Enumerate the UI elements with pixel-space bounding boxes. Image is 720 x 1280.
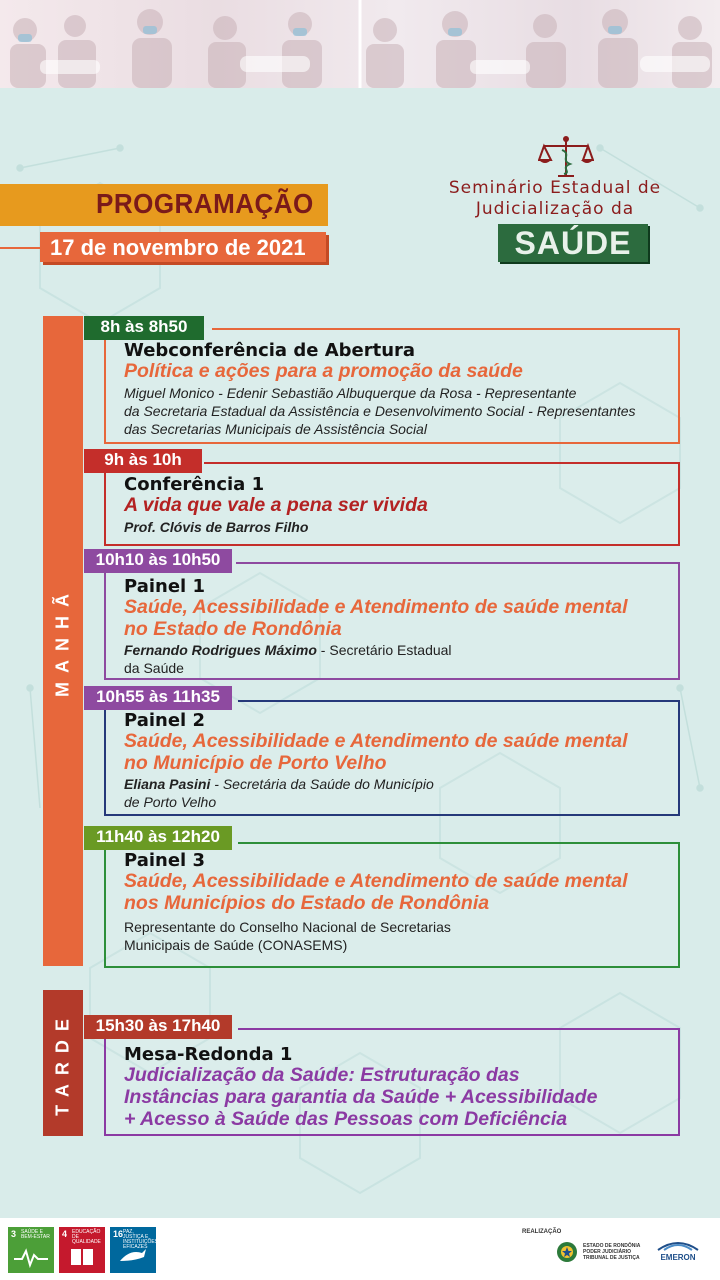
subtitle-line: nos Municípios do Estado de Rondônia [124,892,490,914]
time-tag [84,1015,232,1039]
time-tag [84,826,232,850]
sdg-text: PAZ, JUSTIÇA E INSTITUIÇÕES EFICAZES [123,1229,159,1250]
tj-ro-label [583,1243,643,1261]
programacao-banner [0,184,328,226]
desc-line: das Secretarias Municipais de Assistência Social [124,421,427,437]
subtitle-line: Judicialização da Saúde: Estruturação das [124,1064,520,1086]
sdg-text: EDUCAÇÃO DE QUALIDADE [72,1229,101,1245]
period-morning [43,316,83,966]
time-tag [84,449,202,473]
tj-line: TRIBUNAL DE JUSTIÇA [583,1255,640,1261]
emeron-text: EMERON [660,1253,696,1262]
session-card [104,328,680,444]
event-name-line1: Seminário Estadual de [448,178,662,198]
speaker-role-cont: de Porto Velho [124,794,217,810]
subtitle-line: no Município de Porto Velho [124,752,387,774]
emeron-logo [650,1236,706,1276]
photo-banner [0,0,720,88]
session-time: 15h30 às 17h40 [95,1016,221,1035]
sdg-number: 16 [113,1229,124,1239]
session-time: 10h55 às 11h35 [96,687,220,706]
desc-line: Municipais de Saúde (CONASEMS) [124,937,348,953]
time-tag [84,549,232,573]
subtitle-line: Saúde, Acessibilidade e Atendimento de saúde mental [124,730,628,752]
dove-gavel-icon [110,1227,159,1273]
session-subtitle: Política e ações para a promoção da saúde [124,360,523,382]
subtitle-line: + Acesso à Saúde das Pessoas com Deficiência [124,1108,568,1130]
period-afternoon-label: TARDE [52,1010,73,1116]
card-top-border [238,1028,680,1030]
emeron-wave-icon [650,1236,706,1252]
rondonia-coat-of-arms-icon [555,1238,579,1268]
card-top-border [238,700,680,702]
event-name [440,178,670,220]
session-description [124,384,636,438]
event-date: 17 de novembro de 2021 [50,235,306,260]
session-speaker: Prof. Clóvis de Barros Filho [124,519,309,535]
session-card [104,842,680,968]
session-card [104,462,680,546]
session-time: 11h40 às 12h20 [96,827,220,846]
card-top-border [238,842,680,844]
scales-caduceus-icon [538,134,594,180]
period-afternoon [43,990,83,1136]
sdg-number: 3 [11,1229,17,1239]
sdg-3-badge [8,1227,54,1273]
session-subtitle [124,596,628,640]
desc-line: Miguel Monico - Edenir Sebastião Albuquerque da Rosa - Representante [124,385,577,401]
desc-line: Representante do Conselho Nacional de Secretarias [124,919,451,935]
card-top-border [212,328,680,330]
session-description [124,775,434,811]
heartbeat-icon [8,1227,54,1273]
speaker-role-cont: da Saúde [124,660,184,676]
sdg-16-badge [110,1227,159,1273]
session-time: 8h às 8h50 [100,317,188,336]
session-title: Webconferência de Abertura [124,340,416,361]
session-card [104,1028,680,1136]
speaker-name: Eliana Pasini [124,776,211,792]
speaker-name: Fernando Rodrigues Máximo [124,642,317,658]
session-time: 10h10 às 10h50 [95,550,221,569]
tj-line: ESTADO DE RONDÔNIA [583,1243,641,1249]
card-top-border [204,462,680,464]
subtitle-line: Saúde, Acessibilidade e Atendimento de saúde mental [124,596,628,618]
sdg-number: 4 [62,1229,68,1239]
card-top-border [236,562,680,564]
event-name-line2: Judicialização da [475,199,635,219]
session-title: Painel 3 [124,850,206,871]
saude-badge [498,224,648,262]
desc-line: da Secretaria Estadual da Assistência e Desenvolvimento Social - Representantes [124,403,636,419]
session-title: Conferência 1 [124,474,265,495]
session-subtitle [124,870,628,914]
time-tag [84,316,204,340]
session-subtitle: A vida que vale a pena ser vivida [124,494,428,516]
tj-line: PODER JUDICIÁRIO [583,1249,632,1255]
saude-text: SAÚDE [514,225,632,261]
sdg-4-badge [59,1227,105,1273]
session-description [124,641,452,677]
session-title: Painel 2 [124,710,206,731]
subtitle-line: no Estado de Rondônia [124,618,342,640]
session-title: Painel 1 [124,576,206,597]
subtitle-line: Instâncias para garantia da Saúde + Acessibilidade [124,1086,598,1108]
banner-photos [0,0,720,88]
book-icon [59,1227,105,1273]
date-banner [40,232,326,262]
session-description [124,918,451,954]
speaker-role: - Secretária da Saúde do Município [210,776,434,792]
session-time: 9h às 10h [104,450,182,469]
session-card [104,700,680,816]
session-card [104,562,680,680]
session-subtitle [124,1064,597,1130]
realizacao-label: REALIZAÇÃO [522,1229,562,1235]
programacao-title: PROGRAMAÇÃO [96,188,314,219]
time-tag [84,686,232,710]
subtitle-line: Saúde, Acessibilidade e Atendimento de saúde mental [124,870,628,892]
speaker-role: - Secretário Estadual [316,642,452,658]
sdg-text: SAÚDE E BEM-ESTAR [21,1229,50,1240]
period-morning-label: MANHÃ [52,585,73,697]
session-title: Mesa-Redonda 1 [124,1044,293,1065]
session-subtitle [124,730,628,774]
date-accent-line [0,247,40,249]
